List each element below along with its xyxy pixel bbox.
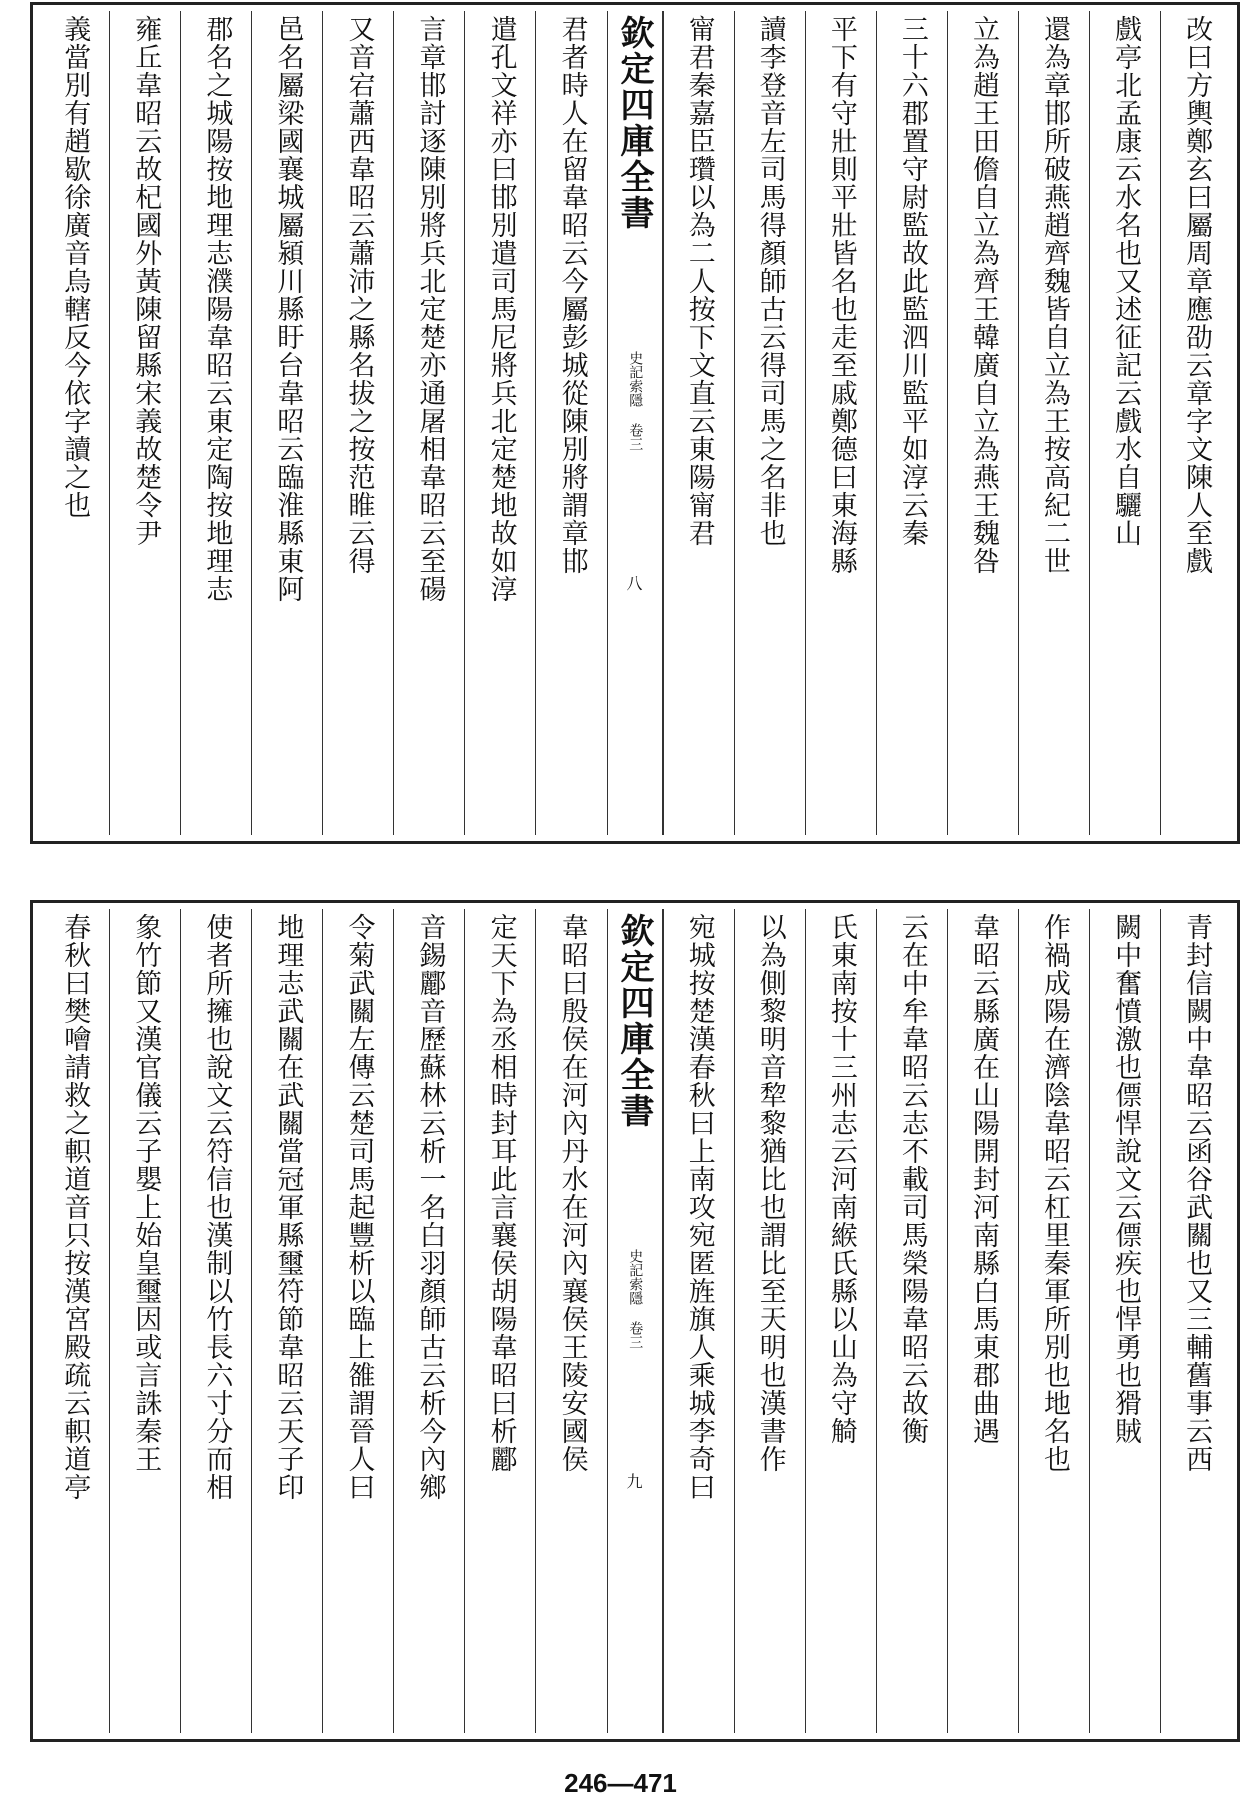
text-column — [180, 11, 251, 835]
text-column — [464, 909, 535, 1733]
text-column — [663, 11, 734, 835]
text-column — [1018, 909, 1089, 1733]
column-text: 韋昭曰殷侯在河內丹水在河內襄侯王陵安國侯 — [556, 913, 588, 1473]
text-column — [39, 11, 109, 835]
text-column — [39, 909, 109, 1733]
banner-title: 欽定四庫全書 — [614, 913, 654, 1129]
text-column — [322, 909, 393, 1733]
footer-page-number: 246—471 — [564, 1768, 677, 1798]
text-column — [251, 909, 322, 1733]
column-text: 氏東南按十三州志云河南緱氏縣以山為守觭 — [825, 913, 857, 1445]
text-column — [464, 11, 535, 835]
text-column — [251, 11, 322, 835]
column-text: 又音宕蕭西韋昭云蕭沛之縣名拔之按范睢云得 — [343, 15, 375, 575]
banner-title: 欽定四庫全書 — [614, 15, 654, 231]
column-text: 讀李登音左司馬得顏師古云得司馬之名非也 — [754, 15, 786, 547]
column-text: 雍丘韋昭云故杞國外黃陳留縣宋義故楚令尹 — [130, 15, 162, 547]
column-text: 義當別有趙歇徐廣音烏轄反今依字讀之也 — [59, 15, 91, 519]
column-text: 以為側黎明音犂黎猶比也謂比至天明也漢書作 — [754, 913, 786, 1473]
column-text: 遣孔文祥亦曰邯別遣司馬尼將兵北定楚地故如淳 — [485, 15, 517, 603]
column-text: 地理志武關在武關當冠軍縣璽符節韋昭云天子印 — [272, 913, 304, 1501]
text-column — [393, 11, 464, 835]
column-text: 三十六郡置守尉監故此監泗川監平如淳云秦 — [896, 15, 928, 547]
column-text: 君者時人在留韋昭云今屬彭城從陳別將謂章邯 — [556, 15, 588, 575]
text-column — [109, 11, 180, 835]
column-text: 甯君秦嘉臣瓚以為二人按下文直云東陽甯君 — [683, 15, 715, 547]
text-column — [1160, 909, 1231, 1733]
text-column — [1089, 11, 1160, 835]
column-text: 邑名屬梁國襄城屬潁川縣盱台韋昭云臨淮縣東阿 — [272, 15, 304, 603]
top-page-columns — [39, 11, 1231, 835]
text-column — [1089, 909, 1160, 1733]
bottom-page-columns — [39, 909, 1231, 1733]
column-text: 戲亭北孟康云水名也又述征記云戲水自驪山 — [1110, 15, 1142, 547]
column-text: 使者所擁也說文云符信也漢制以竹長六寸分而相 — [201, 913, 233, 1501]
text-column — [393, 909, 464, 1733]
banner-volume: 史記索隱 卷三 — [627, 351, 644, 451]
text-column — [734, 909, 805, 1733]
text-column — [1160, 11, 1231, 835]
top-page — [30, 2, 1240, 844]
column-text: 音錫酈音歷蘇林云析一名白羽顏師古云析今內鄉 — [414, 913, 446, 1501]
bottom-page — [30, 900, 1240, 1742]
banner-page-number: 八 — [626, 574, 643, 593]
column-text: 象竹節又漢官儀云子嬰上始皇璽因或言誅秦王 — [130, 913, 162, 1473]
text-column — [663, 909, 734, 1733]
column-text: 云在中牟韋昭云志不載司馬榮陽韋昭云故衡 — [896, 913, 928, 1445]
text-column — [535, 909, 606, 1733]
text-column — [876, 909, 947, 1733]
column-text: 還為章邯所破燕趙齊魏皆自立為王按高紀二世 — [1039, 15, 1071, 575]
column-text: 韋昭云縣廣在山陽開封河南縣白馬東郡曲遇 — [967, 913, 999, 1445]
text-column — [1018, 11, 1089, 835]
column-text: 言章邯討逐陳別將兵北定楚亦通屠相韋昭云至碭 — [414, 15, 446, 603]
text-column — [947, 11, 1018, 835]
center-banner — [607, 11, 663, 835]
text-column — [180, 909, 251, 1733]
column-text: 立為趙王田儋自立為齊王韓廣自立為燕王魏咎 — [967, 15, 999, 575]
column-text: 宛城按楚漢春秋曰上南攻宛匿旌旗人乘城李奇曰 — [683, 913, 715, 1501]
text-column — [805, 909, 876, 1733]
column-text: 闕中奮憤激也僄悍說文云僄疾也悍勇也猾賊 — [1110, 913, 1142, 1445]
column-text: 定天下為丞相時封耳此言襄侯胡陽韋昭曰析酈 — [485, 913, 517, 1473]
text-column — [535, 11, 606, 835]
text-column — [805, 11, 876, 835]
center-banner — [607, 909, 663, 1733]
column-text: 春秋曰樊噲請救之軹道音只按漢宮殿疏云軹道亭 — [59, 913, 91, 1501]
text-column — [322, 11, 393, 835]
column-text: 郡名之城陽按地理志濮陽韋昭云東定陶按地理志 — [201, 15, 233, 603]
column-text: 青封信闕中韋昭云函谷武關也又三輔舊事云西 — [1181, 913, 1213, 1473]
banner-volume: 史記索隱 卷三 — [627, 1249, 644, 1349]
column-text: 平下有守壯則平壯皆名也走至戚鄭德曰東海縣 — [825, 15, 857, 575]
text-column — [947, 909, 1018, 1733]
text-column — [734, 11, 805, 835]
text-column — [876, 11, 947, 835]
column-text: 作禍成陽在濟陰韋昭云杠里秦軍所別也地名也 — [1039, 913, 1071, 1473]
column-text: 令菊武關左傳云楚司馬起豐析以臨上雒謂晉人曰 — [343, 913, 375, 1501]
text-column — [109, 909, 180, 1733]
column-text: 改曰方輿鄭玄曰屬周章應劭云章字文陳人至戲 — [1181, 15, 1213, 575]
banner-page-number: 九 — [626, 1472, 643, 1491]
